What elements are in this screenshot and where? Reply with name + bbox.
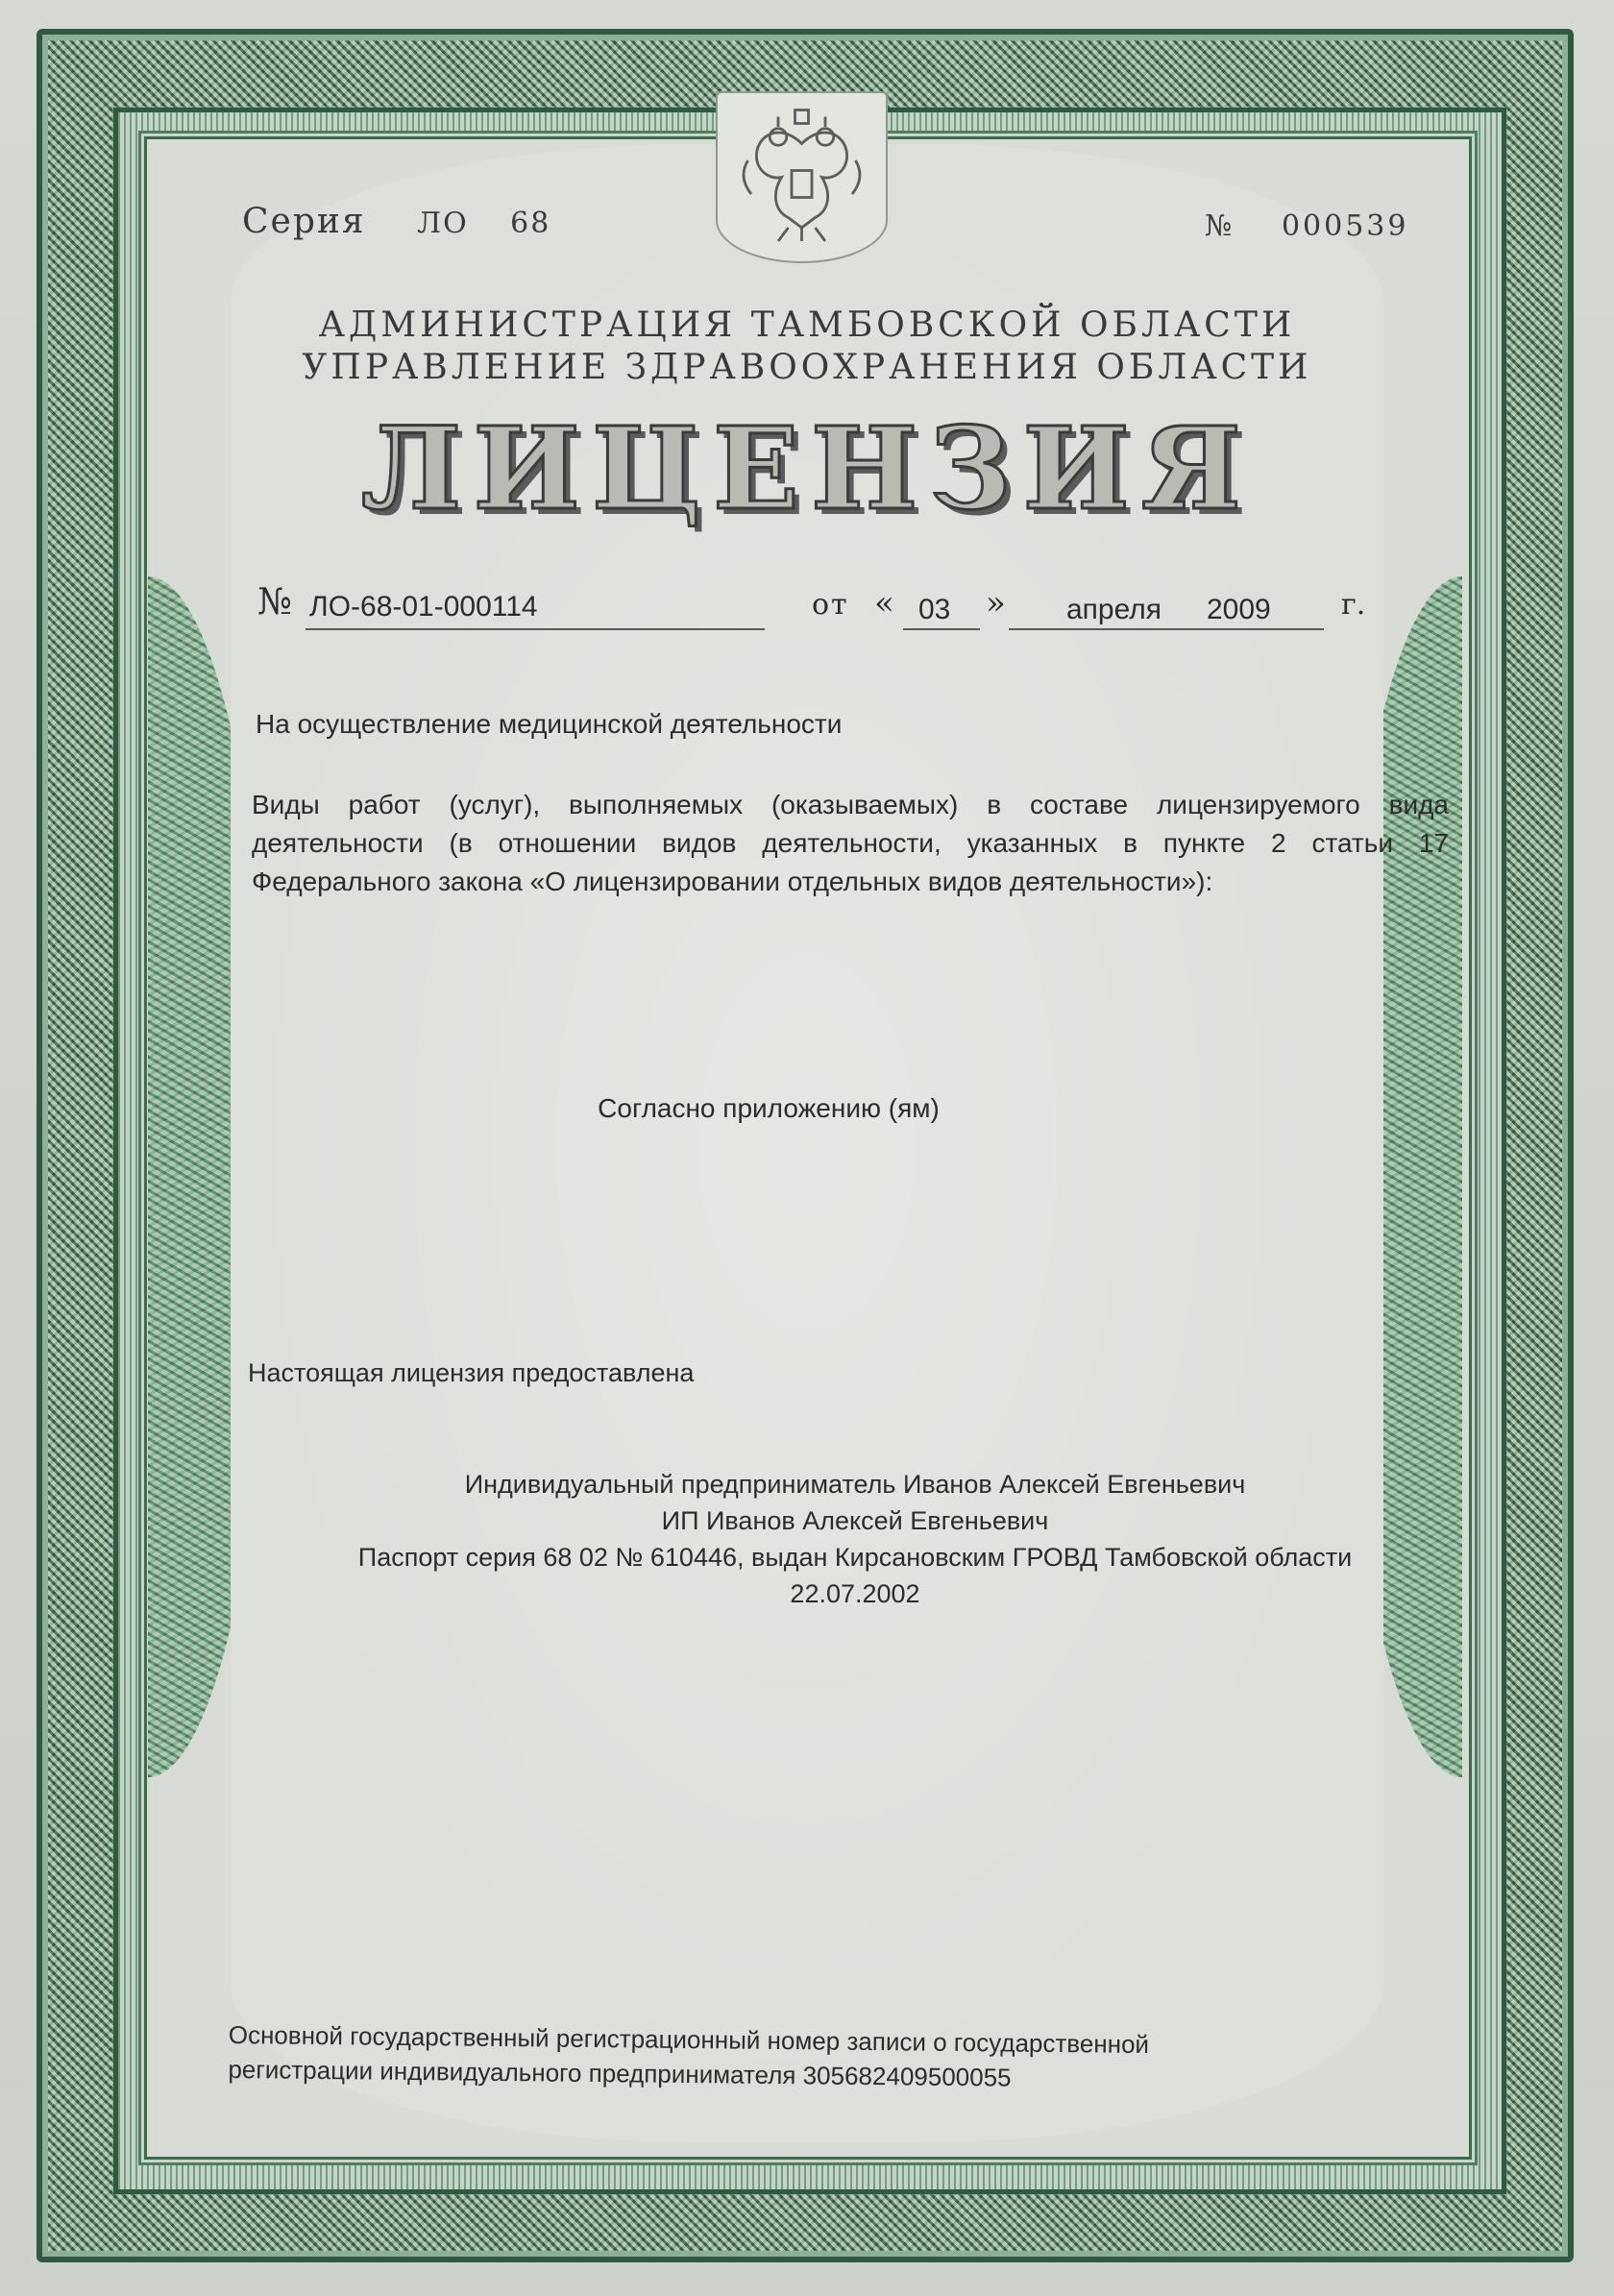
holder-passport-date: 22.07.2002 xyxy=(790,1579,920,1608)
date-quote-open: « xyxy=(874,584,894,623)
license-number-underline xyxy=(306,628,765,630)
holder-name: Индивидуальный предприниматель Иванов Алексей Евгеньевич xyxy=(464,1470,1246,1499)
date-from-label: от xyxy=(812,588,849,622)
works-description: Виды работ (услуг), выполняемых (оказываемых) в составе лицензируемого вида деятельности (в отношении видов деятельности, указанных в пункте 2 статьи 17 Федерального закона «О лицензировании отдельных видов деятельности»): xyxy=(252,790,1449,896)
double-headed-eagle-icon xyxy=(718,93,886,261)
annex-note: Согласно приложению (ям) xyxy=(598,1093,940,1123)
month-year-underline xyxy=(1009,628,1324,630)
license-year: 2009 xyxy=(1207,594,1271,625)
issuer-line-1: АДМИНИСТРАЦИЯ ТАМБОВСКОЙ ОБЛАСТИ xyxy=(318,305,1296,345)
number-sign: № xyxy=(1205,209,1235,243)
license-number-sign: № xyxy=(257,580,292,623)
coat-of-arms-emblem xyxy=(716,91,888,263)
holder-passport: Паспорт серия 68 02 № 610446, выдан Кирсановским ГРОВД Тамбовской области xyxy=(357,1543,1353,1572)
number-value: 000539 xyxy=(1281,209,1409,243)
series-label: Серия xyxy=(242,202,366,241)
ogrn-statement xyxy=(228,2017,1382,2099)
series-value: ЛО xyxy=(417,207,469,240)
series-region: 68 xyxy=(510,207,551,240)
holder-short-name: ИП Иванов Алексей Евгеньевич xyxy=(661,1506,1049,1535)
granted-label: Настоящая лицензия предоставлена xyxy=(248,1358,695,1387)
license-number: ЛО-68-01-000114 xyxy=(309,591,538,623)
license-holder xyxy=(231,1466,1480,1612)
license-month: апреля xyxy=(1066,594,1162,625)
issuer-line-2: УПРАВЛЕНИЕ ЗДРАВООХРАНЕНИЯ ОБЛАСТИ xyxy=(302,348,1312,387)
year-suffix: г. xyxy=(1341,588,1366,622)
activity-type: На осуществление медицинской деятельности xyxy=(256,709,843,739)
document-title: ЛИЦЕНЗИЯ xyxy=(361,402,1253,535)
ogrn-line-1: Основной государственный регистрационный номер записи о государственной xyxy=(228,2019,1150,2060)
date-quote-close: » xyxy=(986,584,1006,623)
day-underline xyxy=(903,628,980,630)
series-line xyxy=(242,202,550,241)
blank-number xyxy=(1205,209,1408,243)
license-day: 03 xyxy=(918,594,951,625)
ogrn-line-2: регистрации индивидуального предпринимателя 305682409500055 xyxy=(228,2054,1012,2092)
